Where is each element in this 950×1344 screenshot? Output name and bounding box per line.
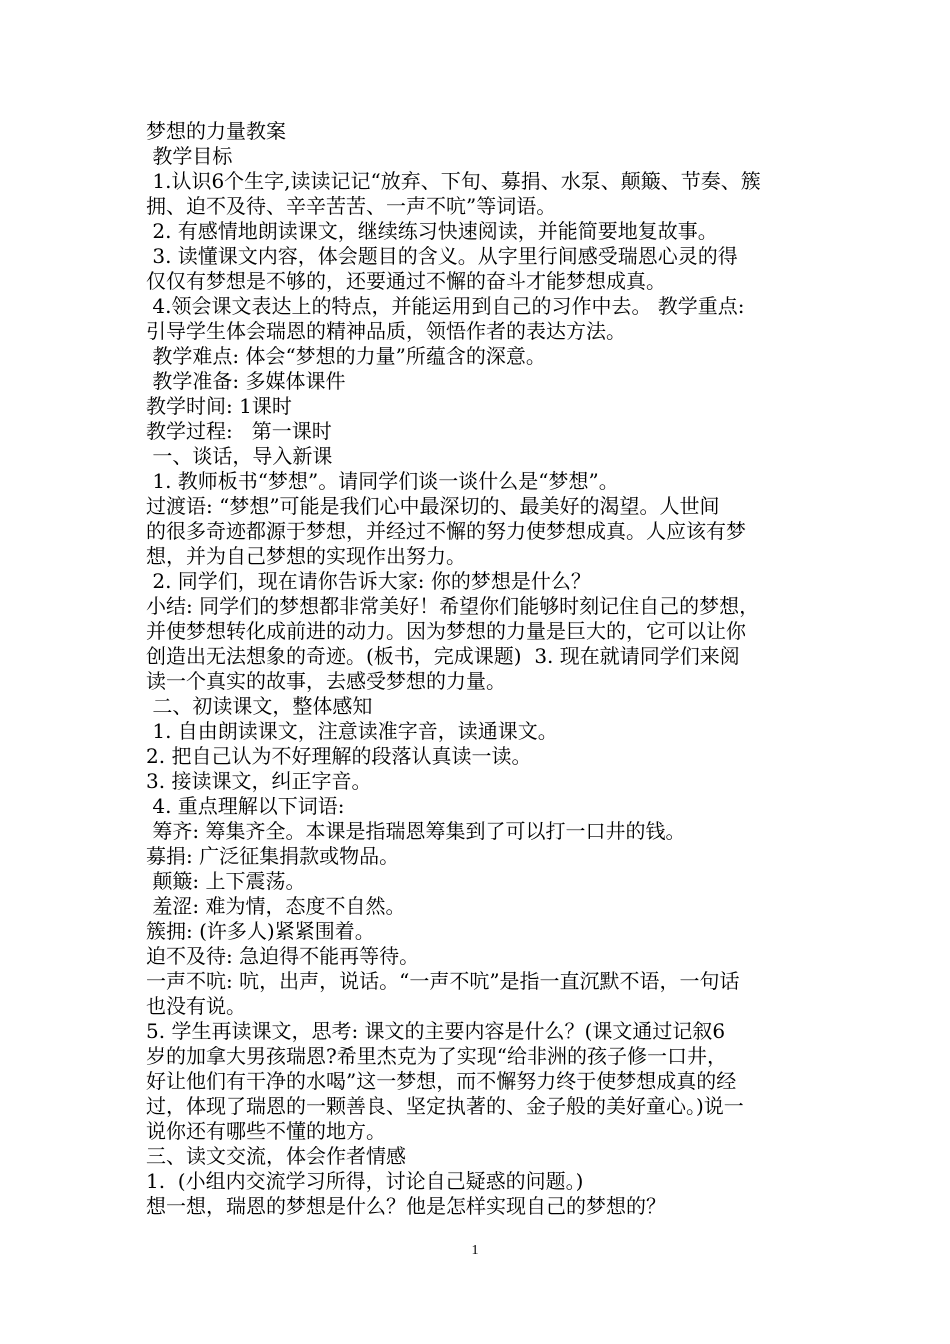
text-line: 簇拥: (许多人)紧紧围着。 (146, 919, 375, 943)
text-line: 过渡语: “梦想”可能是我们心中最深切的、最美好的渴望。人世间 (146, 494, 720, 518)
text-line: 一、谈话，导入新课 (146, 444, 333, 468)
text-line: 引导学生体会瑞恩的精神品质，领悟作者的表达方法。 (146, 319, 626, 343)
text-line: 1.认识6个生字,读读记记“放弃、下旬、募捐、水泵、颠簸、节奏、簇 (146, 169, 761, 193)
text-line: 岁的加拿大男孩瑞恩?希里杰克为了实现“给非洲的孩子修一口井， (146, 1044, 727, 1068)
document-body (146, 119, 822, 1219)
text-line: 2. 有感情地朗读课文，继续练习快速阅读，并能简要地复故事。 (146, 219, 718, 243)
text-line: 颠簸: 上下震荡。 (146, 869, 306, 893)
text-line: 教学过程: 第一课时 (146, 419, 332, 443)
text-line: 好让他们有干净的水喝”这一梦想，而不懈努力终于使梦想成真的经 (146, 1069, 737, 1093)
text-line: 小结: 同学们的梦想都非常美好！希望你们能够时刻记住自己的梦想， (146, 594, 760, 618)
page-number: 1 (471, 1243, 479, 1258)
text-line: 二、初读课文，整体感知 (146, 694, 373, 718)
text-line: 羞涩: 难为情，态度不自然。 (146, 894, 406, 918)
text-line: 1. 自由朗读课文，注意读准字音，读通课文。 (146, 719, 558, 743)
text-line: 2. 同学们，现在请你告诉大家: 你的梦想是什么？ (146, 569, 591, 593)
document-title: 梦想的力量教案 (146, 119, 286, 143)
text-line: 1. 教师板书“梦想”。请同学们谈一谈什么是“梦想”。 (146, 469, 619, 493)
text-line: 1. (小组内交流学习所得，讨论自己疑惑的问题。) (146, 1169, 584, 1193)
text-line: 也没有说。 (146, 994, 246, 1018)
text-line: 读一个真实的故事，去感受梦想的力量。 (146, 669, 506, 693)
text-line: 教学准备: 多媒体课件 (146, 369, 346, 393)
text-line: 教学目标 (146, 144, 233, 168)
text-line: 创造出无法想象的奇迹。(板书，完成课题) 3. 现在就请同学们来阅 (146, 644, 740, 668)
text-line: 教学难点: 体会“梦想的力量”所蕴含的深意。 (146, 344, 546, 368)
text-line: 拥、迫不及待、辛辛苦苦、一声不吭”等词语。 (146, 194, 557, 218)
text-line: 仅仅有梦想是不够的，还要通过不懈的奋斗才能梦想成真。 (146, 269, 666, 293)
text-line: 4. 重点理解以下词语: (146, 794, 345, 818)
text-line: 筹齐: 筹集齐全。本课是指瑞恩筹集到了可以打一口井的钱。 (146, 819, 686, 843)
text-line: 并使梦想转化成前进的动力。因为梦想的力量是巨大的，它可以让你 (146, 619, 746, 643)
text-line: 过，体现了瑞恩的一颗善良、坚定执著的、金子般的美好童心。)说一 (146, 1094, 744, 1118)
text-line: 5. 学生再读课文，思考: 课文的主要内容是什么？(课文通过记叙6 (146, 1019, 726, 1043)
text-line: 3. 接读课文，纠正字音。 (146, 769, 372, 793)
text-line: 三、读文交流，体会作者情感 (146, 1144, 406, 1168)
text-line: 3. 读懂课文内容，体会题目的含义。从字里行间感受瑞恩心灵的得 (146, 244, 738, 268)
text-line: 的很多奇迹都源于梦想，并经过不懈的努力使梦想成真。人应该有梦 (146, 519, 746, 543)
text-line: 2. 把自己认为不好理解的段落认真读一读。 (146, 744, 532, 768)
text-line: 说你还有哪些不懂的地方。 (146, 1119, 386, 1143)
text-line: 募捐: 广泛征集捐款或物品。 (146, 844, 400, 868)
text-line: 一声不吭: 吭，出声，说话。“一声不吭”是指一直沉默不语，一句话 (146, 969, 740, 993)
text-line: 迫不及待: 急迫得不能再等待。 (146, 944, 420, 968)
text-line: 教学时间: 1课时 (146, 394, 292, 418)
text-line: 想，并为自己梦想的实现作出努力。 (146, 544, 466, 568)
text-line: 4.领会课文表达上的特点，并能运用到自己的习作中去。 教学重点: (146, 294, 745, 318)
text-line: 想一想，瑞恩的梦想是什么？他是怎样实现自己的梦想的？ (146, 1194, 666, 1218)
